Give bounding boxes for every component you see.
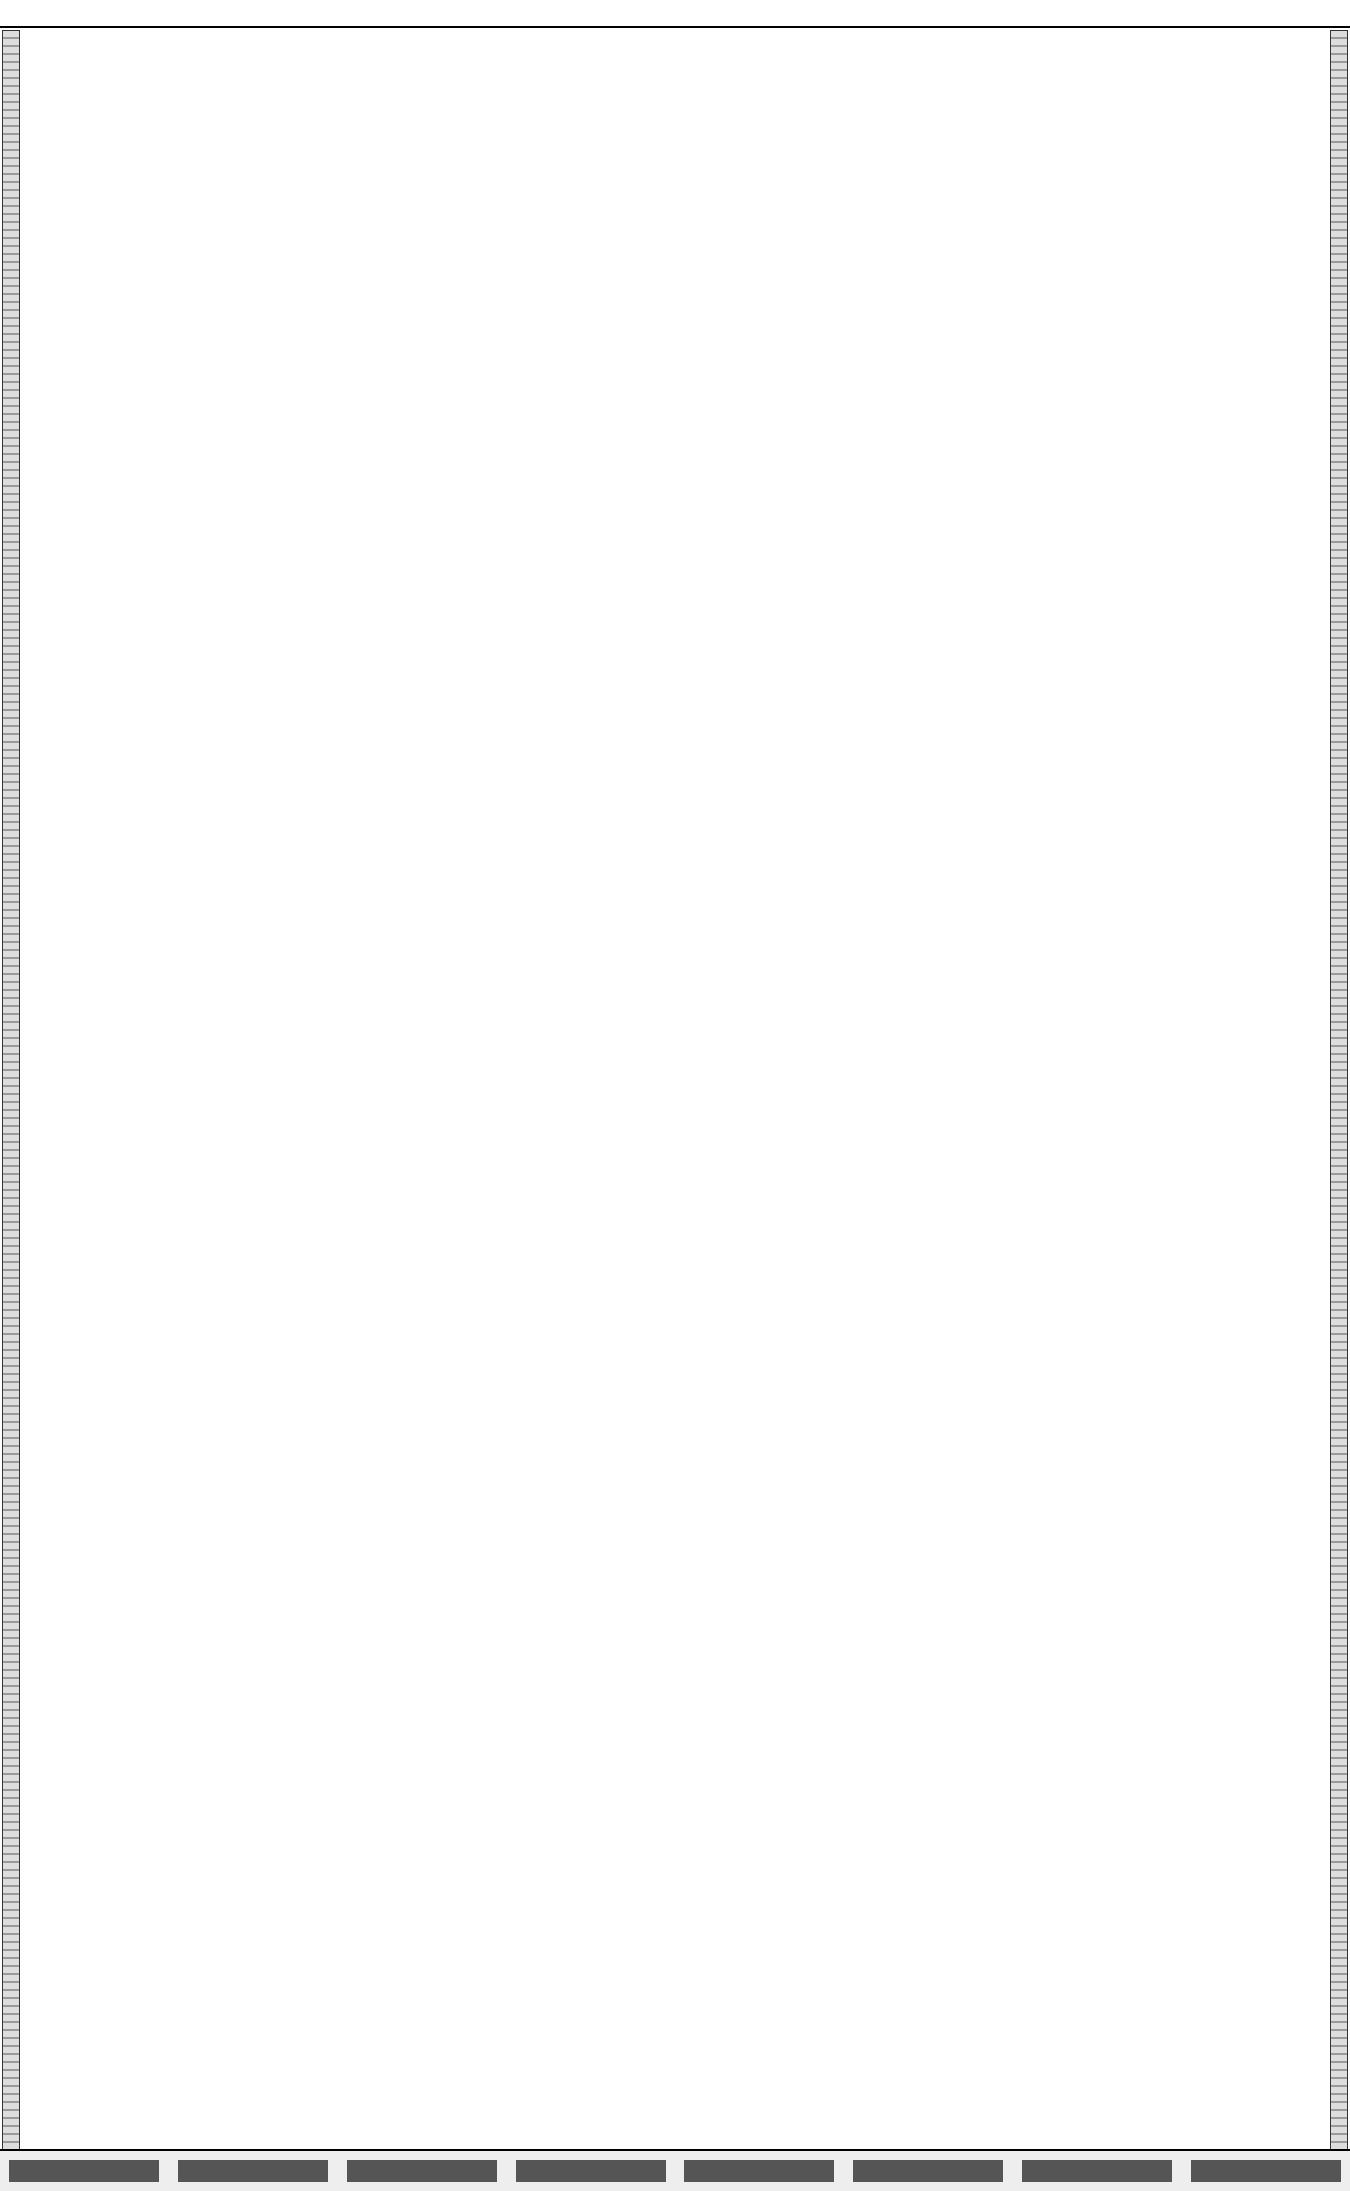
footer-label <box>1191 2160 1341 2182</box>
footer-label <box>347 2160 497 2182</box>
footer-label <box>9 2160 159 2182</box>
footer-label <box>516 2160 666 2182</box>
masthead <box>0 0 1350 28</box>
footer-strip <box>0 2149 1350 2191</box>
footer-label <box>684 2160 834 2182</box>
footer-label <box>178 2160 328 2182</box>
right-border-rail <box>1330 30 1348 2152</box>
footer-label <box>853 2160 1003 2182</box>
left-border-rail <box>2 30 20 2152</box>
footer-label <box>1022 2160 1172 2182</box>
